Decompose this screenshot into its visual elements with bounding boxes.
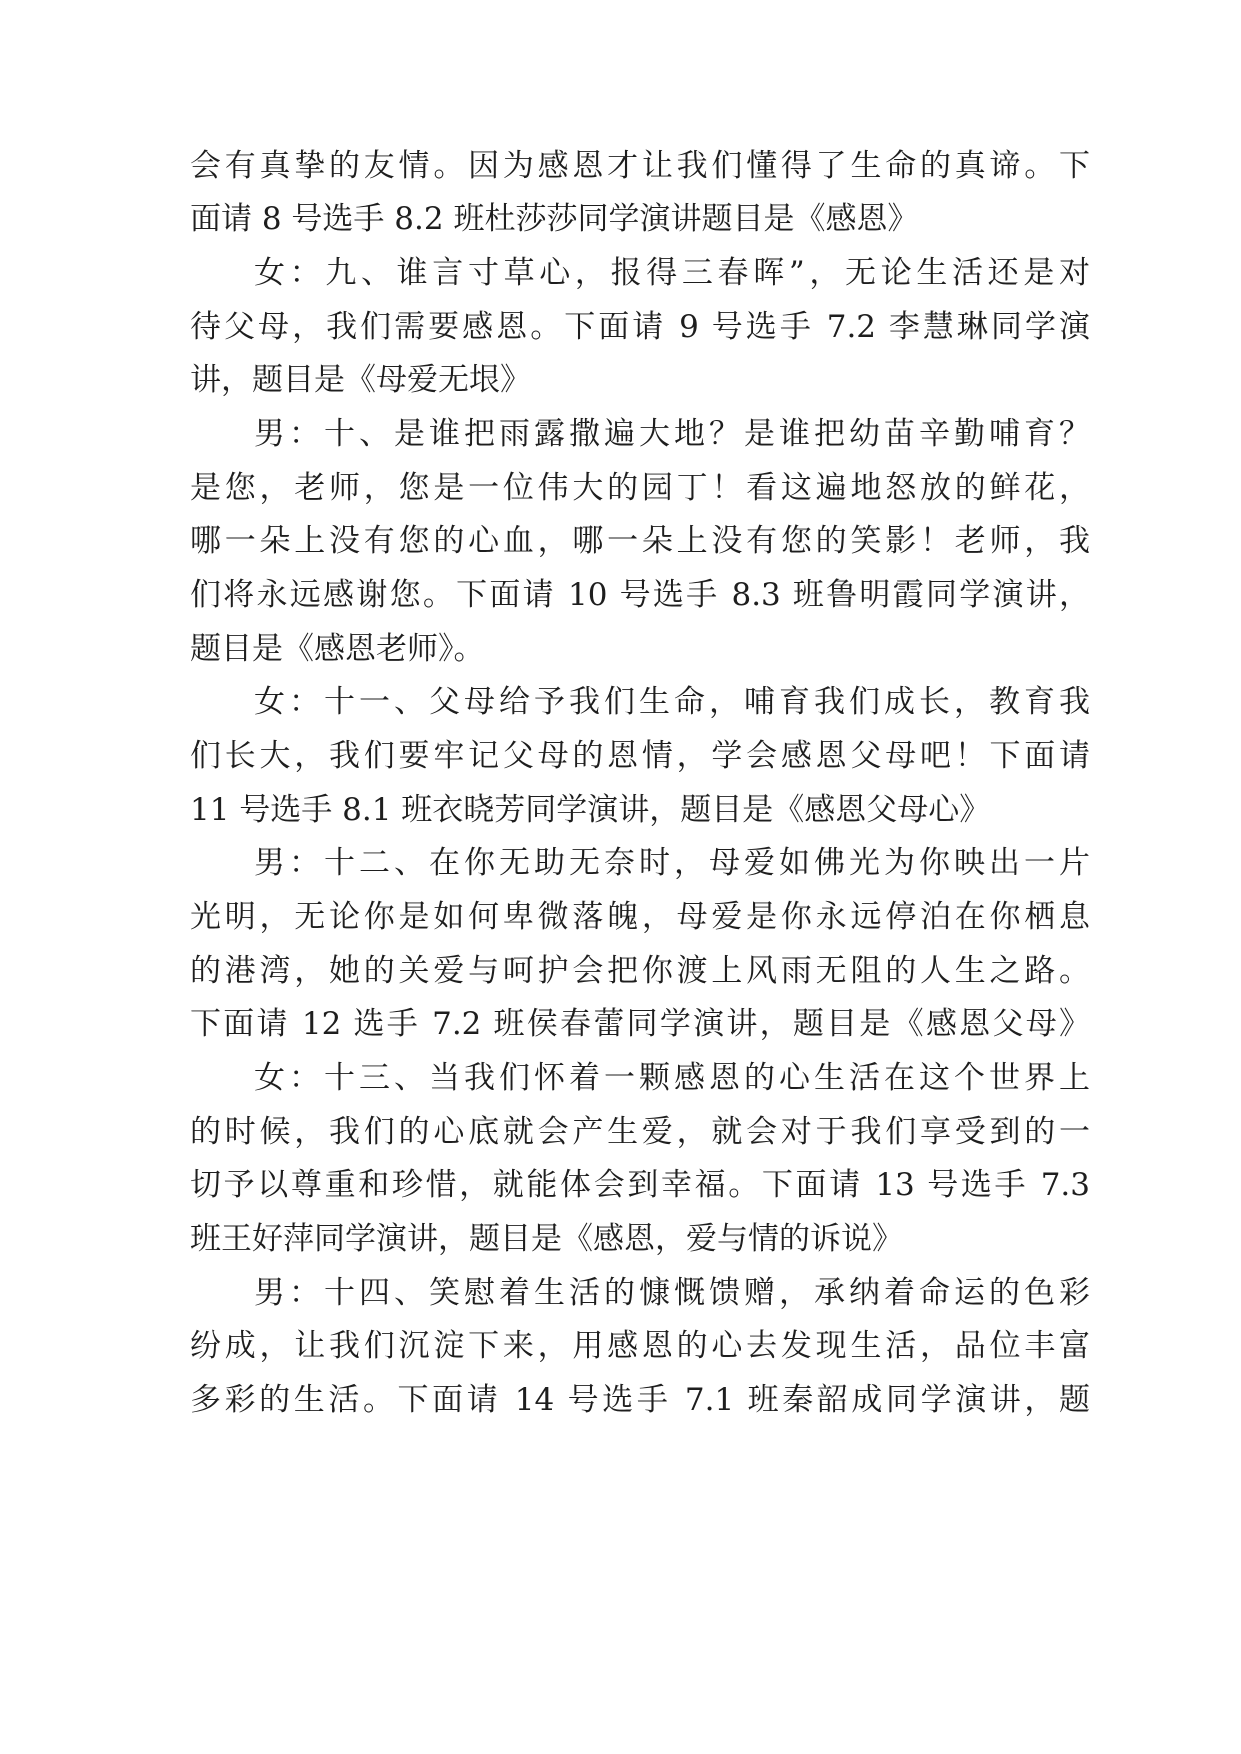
text-line: 会有真挚的友情。因为感恩才让我们懂得了生命的真谛。下 (190, 148, 1090, 184)
text-line: 男：十二、在你无助无奈时，母爱如佛光为你映出一片 (254, 845, 1090, 881)
text-line: 女：十一、父母给予我们生命，哺育我们成长，教育我 (254, 684, 1090, 720)
text-line: 班王好萍同学演讲，题目是《感恩，爱与情的诉说》 (190, 1221, 903, 1257)
text-line: 是您，老师，您是一位伟大的园丁！看这遍地怒放的鲜花， (190, 470, 1090, 506)
text-line: 切予以尊重和珍惜，就能体会到幸福。下面请 13 号选手 7.3 (190, 1167, 1090, 1203)
text-line: 们长大，我们要牢记父母的恩情，学会感恩父母吧！下面请 (190, 738, 1090, 774)
text-line: 女：十三、当我们怀着一颗感恩的心生活在这个世界上 (254, 1060, 1090, 1096)
text-line: 光明，无论你是如何卑微落魄，母爱是你永远停泊在你栖息 (190, 899, 1090, 935)
text-line: 男：十、是谁把雨露撒遍大地？是谁把幼苗辛勤哺育？ (254, 416, 1090, 452)
text-line: 纷成，让我们沉淀下来，用感恩的心去发现生活，品位丰富 (190, 1328, 1090, 1364)
text-line: 11 号选手 8.1 班衣晓芳同学演讲，题目是《感恩父母心》 (190, 792, 991, 828)
text-line: 们将永远感谢您。下面请 10 号选手 8.3 班鲁明霞同学演讲， (190, 577, 1090, 613)
text-line: 的港湾，她的关爱与呵护会把你渡上风雨无阻的人生之路。 (190, 953, 1090, 989)
text-line: 哪一朵上没有您的心血，哪一朵上没有您的笑影！老师，我 (190, 523, 1090, 559)
text-line: 多彩的生活。下面请 14 号选手 7.1 班秦韶成同学演讲，题 (190, 1382, 1090, 1418)
text-line: 下面请 12 选手 7.2 班侯春蕾同学演讲，题目是《感恩父母》 (190, 1006, 1090, 1042)
text-line: 待父母，我们需要感恩。下面请 9 号选手 7.2 李慧琳同学演 (190, 309, 1090, 345)
text-line: 的时候，我们的心底就会产生爱，就会对于我们享受到的一 (190, 1114, 1090, 1150)
text-line: 讲，题目是《母爱无垠》 (190, 362, 531, 398)
text-line: 题目是《感恩老师》。 (190, 631, 485, 667)
text-line: 男：十四、笑慰着生活的慷慨馈赠，承纳着命运的色彩 (254, 1275, 1090, 1311)
text-line: 女：九、谁言寸草心，报得三春晖”，无论生活还是对 (254, 255, 1090, 291)
text-line: 面请 8 号选手 8.2 班杜莎莎同学演讲题目是《感恩》 (190, 201, 919, 237)
